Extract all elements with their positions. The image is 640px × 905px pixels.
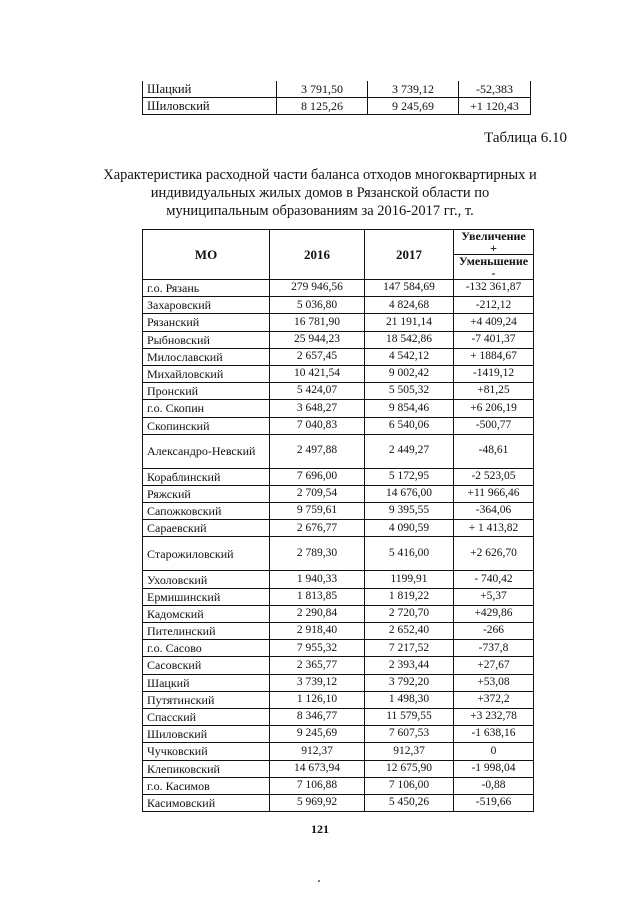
- municipality-cell: Рыбновский: [143, 331, 270, 348]
- table-row: [143, 365, 534, 382]
- value-2017-cell: 5 450,26: [365, 794, 454, 811]
- municipality-cell: Сапожковский: [143, 503, 270, 520]
- municipality-cell: Александро-Невский: [143, 434, 270, 468]
- table-number: Таблица 6.10: [484, 130, 567, 146]
- change-cell: + 1 413,82: [454, 520, 534, 537]
- value-2017-cell: 1 498,30: [365, 691, 454, 708]
- value-2016-cell: 9 245,69: [270, 726, 365, 743]
- value-2016-cell: 7 955,32: [270, 640, 365, 657]
- value-2017-cell: 3 739,12: [368, 81, 459, 98]
- value-2017-cell: 1 819,22: [365, 588, 454, 605]
- value-2016-cell: 25 944,23: [270, 331, 365, 348]
- value-2016-cell: 1 813,85: [270, 588, 365, 605]
- continuation-table: [142, 81, 531, 115]
- municipality-cell: Ухоловский: [143, 571, 270, 588]
- change-cell: - 740,42: [454, 571, 534, 588]
- value-2016-cell: 1 940,33: [270, 571, 365, 588]
- value-2017-cell: 4 542,12: [365, 348, 454, 365]
- municipality-cell: Сасовский: [143, 657, 270, 674]
- value-2016-cell: 16 781,90: [270, 314, 365, 331]
- change-cell: +429,86: [454, 605, 534, 622]
- table-row: [143, 708, 534, 725]
- value-2017-cell: 4 824,68: [365, 297, 454, 314]
- table-row: [143, 314, 534, 331]
- value-2016-cell: 7 696,00: [270, 468, 365, 485]
- change-cell: -519,66: [454, 794, 534, 811]
- value-2017-cell: 5 416,00: [365, 537, 454, 571]
- value-2016-cell: 3 791,50: [277, 81, 368, 98]
- table-row: [143, 571, 534, 588]
- header-2017: 2017: [365, 230, 454, 280]
- municipality-cell: Касимовский: [143, 794, 270, 811]
- continuation-row: [143, 81, 531, 98]
- municipality-cell: г.о. Сасово: [143, 640, 270, 657]
- header-increase: Увеличение +: [454, 230, 534, 255]
- change-cell: +53,08: [454, 674, 534, 691]
- value-2017-cell: 12 675,90: [365, 760, 454, 777]
- table-row: [143, 691, 534, 708]
- value-2017-cell: 2 393,44: [365, 657, 454, 674]
- table-row: [143, 400, 534, 417]
- change-cell: -212,12: [454, 297, 534, 314]
- table-row: [143, 674, 534, 691]
- municipality-cell: Пронский: [143, 383, 270, 400]
- value-2017-cell: 147 584,69: [365, 280, 454, 297]
- table-row: [143, 760, 534, 777]
- value-2017-cell: 9 002,42: [365, 365, 454, 382]
- change-cell: -132 361,87: [454, 280, 534, 297]
- table-row: [143, 348, 534, 365]
- change-cell: -1 638,16: [454, 726, 534, 743]
- value-2017-cell: 18 542,86: [365, 331, 454, 348]
- municipality-cell: Ермишинский: [143, 588, 270, 605]
- value-2017-cell: 11 579,55: [365, 708, 454, 725]
- municipality-cell: Чучковский: [143, 743, 270, 760]
- value-2016-cell: 2 497,88: [270, 434, 365, 468]
- table-row: [143, 794, 534, 811]
- change-cell: -7 401,37: [454, 331, 534, 348]
- municipality-cell: г.о. Рязань: [143, 280, 270, 297]
- change-cell: -0,88: [454, 777, 534, 794]
- table-row: [143, 623, 534, 640]
- municipality-cell: Сараевский: [143, 520, 270, 537]
- municipality-cell: Старожиловский: [143, 537, 270, 571]
- municipality-cell: Михайловский: [143, 365, 270, 382]
- municipality-cell: Шацкий: [143, 81, 277, 98]
- value-2017-cell: 6 540,06: [365, 417, 454, 434]
- change-cell: -500,77: [454, 417, 534, 434]
- change-cell: +1 120,43: [459, 98, 531, 115]
- municipality-cell: Скопинский: [143, 417, 270, 434]
- page-number: 121: [311, 822, 329, 836]
- municipality-cell: г.о. Скопин: [143, 400, 270, 417]
- value-2017-cell: 14 676,00: [365, 485, 454, 502]
- change-cell: +4 409,24: [454, 314, 534, 331]
- change-cell: -48,61: [454, 434, 534, 468]
- header-mo: МО: [143, 230, 270, 280]
- value-2016-cell: 1 126,10: [270, 691, 365, 708]
- change-cell: +5,37: [454, 588, 534, 605]
- value-2017-cell: 7 217,52: [365, 640, 454, 657]
- value-2017-cell: 9 854,46: [365, 400, 454, 417]
- value-2016-cell: 2 657,45: [270, 348, 365, 365]
- change-cell: + 1884,67: [454, 348, 534, 365]
- value-2017-cell: 4 090,59: [365, 520, 454, 537]
- municipality-cell: Путятинский: [143, 691, 270, 708]
- change-cell: 0: [454, 743, 534, 760]
- table-row: [143, 331, 534, 348]
- table-row: [143, 417, 534, 434]
- value-2016-cell: 8 346,77: [270, 708, 365, 725]
- change-cell: +2 626,70: [454, 537, 534, 571]
- table-row: [143, 657, 534, 674]
- header-2016: 2016: [270, 230, 365, 280]
- change-cell: +372,2: [454, 691, 534, 708]
- municipality-cell: Кораблинский: [143, 468, 270, 485]
- municipality-cell: Шиловский: [143, 726, 270, 743]
- value-2016-cell: 10 421,54: [270, 365, 365, 382]
- value-2017-cell: 912,37: [365, 743, 454, 760]
- value-2017-cell: 2 720,70: [365, 605, 454, 622]
- value-2016-cell: 3 648,27: [270, 400, 365, 417]
- change-cell: -737,8: [454, 640, 534, 657]
- table-row: [143, 640, 534, 657]
- change-cell: -52,383: [459, 81, 531, 98]
- value-2017-cell: 1199,91: [365, 571, 454, 588]
- value-2017-cell: 7 607,53: [365, 726, 454, 743]
- table-row: [143, 777, 534, 794]
- value-2016-cell: 2 918,40: [270, 623, 365, 640]
- table-title: Характеристика расходной части баланса отходов многоквартирных и индивидуальных жилых домов в Рязанской области по муниципальным образованиям за 2016-2017 гг., т.: [103, 167, 537, 219]
- value-2016-cell: 8 125,26: [277, 98, 368, 115]
- table-row: [143, 468, 534, 485]
- municipality-cell: Шиловский: [143, 98, 277, 115]
- value-2016-cell: 279 946,56: [270, 280, 365, 297]
- municipality-cell: Спасский: [143, 708, 270, 725]
- municipality-cell: Ряжский: [143, 485, 270, 502]
- value-2017-cell: 5 505,32: [365, 383, 454, 400]
- table-row: [143, 280, 534, 297]
- value-2016-cell: 3 739,12: [270, 674, 365, 691]
- table-row: [143, 520, 534, 537]
- change-cell: -266: [454, 623, 534, 640]
- municipality-cell: г.о. Касимов: [143, 777, 270, 794]
- value-2017-cell: 21 191,14: [365, 314, 454, 331]
- municipality-cell: Клепиковский: [143, 760, 270, 777]
- municipality-cell: Шацкий: [143, 674, 270, 691]
- table-row: [143, 503, 534, 520]
- change-cell: +11 966,46: [454, 485, 534, 502]
- table-row: [143, 537, 534, 571]
- value-2017-cell: 2 449,27: [365, 434, 454, 468]
- change-cell: -1 998,04: [454, 760, 534, 777]
- value-2016-cell: 5 424,07: [270, 383, 365, 400]
- value-2017-cell: 9 395,55: [365, 503, 454, 520]
- value-2016-cell: 2 290,84: [270, 605, 365, 622]
- table-row: [143, 726, 534, 743]
- value-2016-cell: 2 709,54: [270, 485, 365, 502]
- table-row: [143, 297, 534, 314]
- value-2016-cell: 14 673,94: [270, 760, 365, 777]
- table-row: [143, 605, 534, 622]
- value-2016-cell: 5 969,92: [270, 794, 365, 811]
- table-row: [143, 485, 534, 502]
- change-cell: -2 523,05: [454, 468, 534, 485]
- value-2017-cell: 2 652,40: [365, 623, 454, 640]
- table-row: [143, 743, 534, 760]
- change-cell: +81,25: [454, 383, 534, 400]
- municipality-cell: Кадомский: [143, 605, 270, 622]
- municipality-cell: Рязанский: [143, 314, 270, 331]
- header-row: [143, 230, 534, 255]
- municipality-cell: Милославский: [143, 348, 270, 365]
- value-2016-cell: 9 759,61: [270, 503, 365, 520]
- change-cell: -1419,12: [454, 365, 534, 382]
- change-cell: +6 206,19: [454, 400, 534, 417]
- continuation-row: [143, 98, 531, 115]
- value-2016-cell: 2 676,77: [270, 520, 365, 537]
- value-2016-cell: 7 040,83: [270, 417, 365, 434]
- change-cell: +27,67: [454, 657, 534, 674]
- municipality-cell: Пителинский: [143, 623, 270, 640]
- table-row: [143, 588, 534, 605]
- value-2017-cell: 5 172,95: [365, 468, 454, 485]
- header-decrease: Уменьшение -: [454, 255, 534, 280]
- waste-balance-table: [142, 229, 534, 812]
- value-2016-cell: 5 036,80: [270, 297, 365, 314]
- value-2016-cell: 912,37: [270, 743, 365, 760]
- value-2017-cell: 9 245,69: [368, 98, 459, 115]
- value-2016-cell: 2 789,30: [270, 537, 365, 571]
- change-cell: -364,06: [454, 503, 534, 520]
- scan-dot: [318, 880, 320, 882]
- table-row: [143, 434, 534, 468]
- table-row: [143, 383, 534, 400]
- change-cell: +3 232,78: [454, 708, 534, 725]
- value-2017-cell: 7 106,00: [365, 777, 454, 794]
- value-2016-cell: 2 365,77: [270, 657, 365, 674]
- municipality-cell: Захаровский: [143, 297, 270, 314]
- value-2017-cell: 3 792,20: [365, 674, 454, 691]
- value-2016-cell: 7 106,88: [270, 777, 365, 794]
